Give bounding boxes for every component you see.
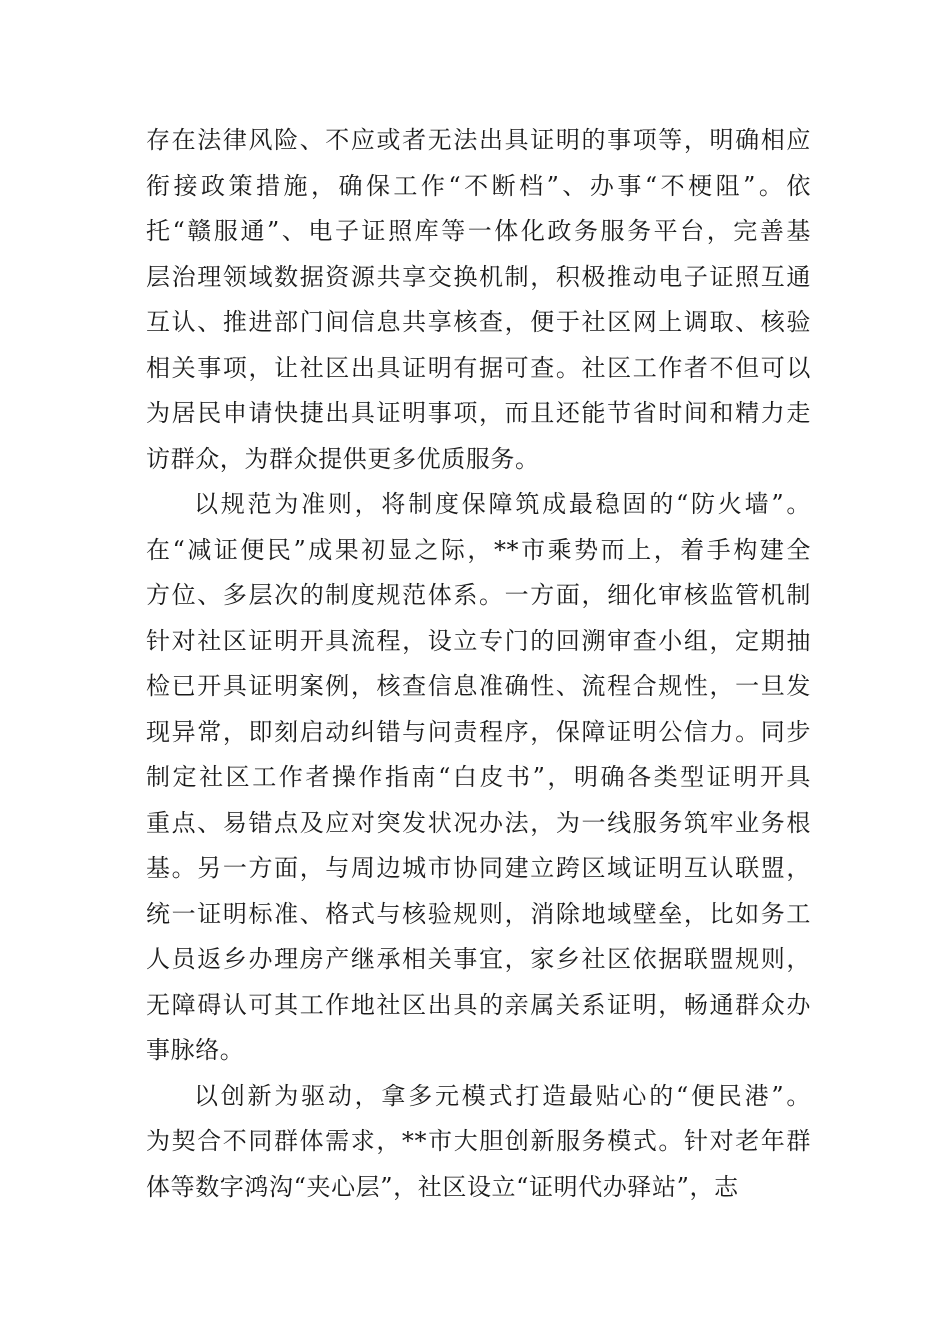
text-line: 无障碍认可其工作地社区出具的亲属关系证明，畅通群众办 (146, 990, 811, 1019)
text-line: 检已开具证明案例，核查信息准确性、流程合规性，一旦发 (146, 672, 811, 700)
text-line: 针对社区证明开具流程，设立专门的回溯审查小组，定期抽 (146, 626, 811, 655)
paragraph-p3 (146, 1074, 811, 1211)
text-line: 存在法律风险、不应或者无法出具证明的事项等，明确相应 (146, 126, 811, 154)
text-line: 为契合不同群体需求，**市大胆创新服务模式。针对老年群 (146, 1127, 811, 1155)
paragraph-p1 (146, 118, 811, 482)
text-line: 人员返乡办理房产继承相关事宜，家乡社区依据联盟规则， (146, 945, 811, 973)
text-line: 为居民申请快捷出具证明事项，而且还能节省时间和精力走 (146, 399, 811, 427)
text-line: 事脉络。 (146, 1036, 245, 1064)
text-line: 访群众，为群众提供更多优质服务。 (146, 444, 540, 473)
text-line: 以规范为准则，将制度保障筑成最稳固的“防火墙”。 (194, 490, 811, 518)
text-line: 互认、推进部门间信息共享核查，便于社区网上调取、核验 (146, 308, 811, 336)
text-line: 方位、多层次的制度规范体系。一方面，细化审核监管机制 (146, 581, 811, 609)
text-line: 统一证明标准、格式与核验规则，消除地域壁垒，比如务工 (146, 899, 811, 928)
text-line: 托“赣服通”、电子证照库等一体化政务服务平台，完善基 (146, 217, 811, 245)
text-line: 衔接政策措施，确保工作“不断档”、办事“不梗阻”。依 (146, 171, 811, 200)
text-line: 基。另一方面，与周边城市协同建立跨区域证明互认联盟， (146, 854, 811, 882)
text-line: 现异常，即刻启动纠错与问责程序，保障证明公信力。同步 (146, 717, 811, 746)
text-line: 重点、易错点及应对突发状况办法，为一线服务筑牢业务根 (146, 808, 811, 837)
paragraph-p2 (146, 482, 811, 1074)
text-line: 在“减证便民”成果初显之际，**市乘势而上，着手构建全 (146, 535, 811, 564)
text-line: 层治理领域数据资源共享交换机制，积极推动电子证照互通 (146, 262, 811, 291)
text-line: 以创新为驱动，拿多元模式打造最贴心的“便民港”。 (194, 1081, 811, 1110)
text-line: 体等数字鸿沟“夹心层”，社区设立“证明代办驿站”，志 (146, 1172, 739, 1201)
text-line: 相关事项，让社区出具证明有据可查。社区工作者不但可以 (146, 353, 811, 382)
text-line: 制定社区工作者操作指南“白皮书”，明确各类型证明开具 (146, 763, 811, 791)
document-body (146, 118, 811, 1210)
